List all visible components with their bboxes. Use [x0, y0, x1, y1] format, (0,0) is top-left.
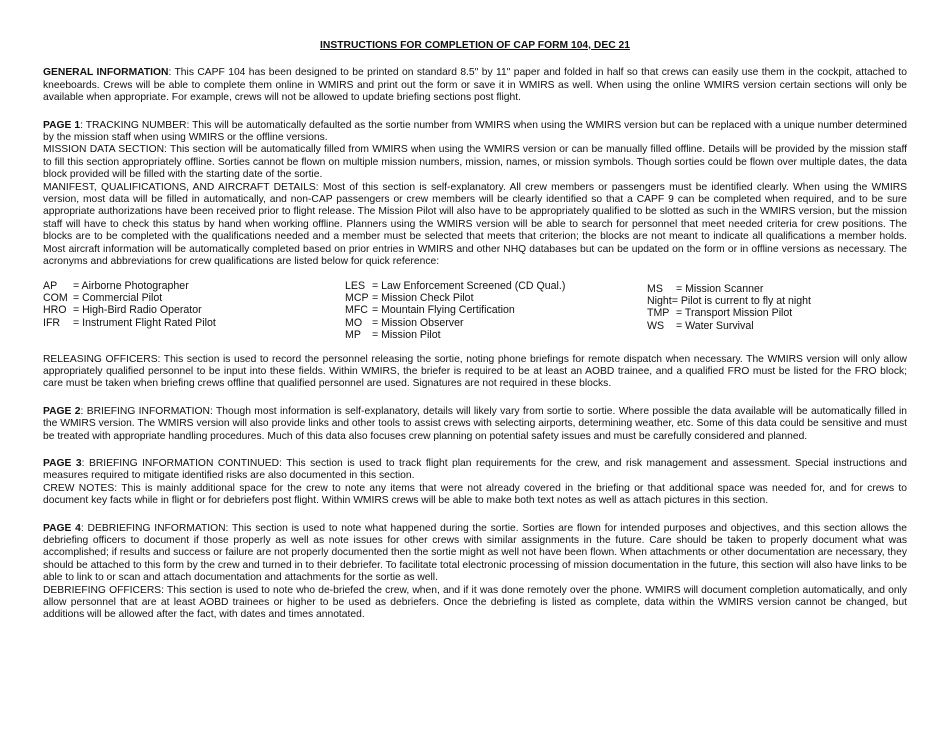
document-page — [43, 40, 907, 622]
acronym-abbr: WS — [647, 319, 665, 332]
manifest-paragraph: MANIFEST, QUALIFICATIONS, AND AIRCRAFT DETAILS: Most of this section is self-explanatory. All crew members or passengers must be identified clearly. When using the WMIRS version, most data will be filled in automatically, and non-CAP passengers or crew members will be clearly identified so that a CAPF 9 can be completed when required, and to be sure appropriate authorizations have been received prior to flight release. The Mission Pilot will also have to be appropriately qualified to be slotted as such in the WMIRS version, but the mission staff will have to check this status by hand when working offline. Planners using the WMIRS version will be able to search for personnel that meet needed criteria for crew positions. The blocks are to be completed with the qualifications needed and a member must be selected that meets that criterion; the blocks are not meant to indicate all qualifications a member holds. Most aircraft information will be automatically completed based on prior entries in WMIRS and other NHQ databases but can be updated on the form or in offline versions as necessary. The acronyms and abbreviations for crew qualifications are listed below for quick reference: — [43, 181, 907, 268]
page4-label: PAGE 4 — [43, 522, 81, 534]
acronym-abbr: AP — [43, 279, 58, 292]
general-information-paragraph — [43, 67, 907, 104]
acronym-abbr: IFR — [43, 316, 61, 329]
acronym-abbr: LES — [345, 279, 366, 292]
acronym-item — [43, 280, 345, 292]
acronym-desc: = Mission Check Pilot — [371, 291, 474, 304]
page2-text: : BRIEFING INFORMATION: Though most information is self-explanatory, details will likely vary from sortie to sortie. Where possible the data available will be automatically filled in the WMIRS version. The WMIRS version will also provide links and other tools to assist crews with selecting airports, determining weather, etc. Some of this data could be sensitive and must be treated with appropriate handling procedures. Much of this data also focuses crew planning on potential safety issues and must be carefully considered and planned. — [43, 405, 907, 442]
acronym-abbr: MS — [647, 282, 663, 295]
document-title: INSTRUCTIONS FOR COMPLETION OF CAP FORM 104, DEC 21 — [320, 40, 630, 51]
acronym-abbr: MO — [345, 316, 363, 329]
page3-label: PAGE 3 — [43, 457, 82, 469]
crew-notes-paragraph: CREW NOTES: This is mainly additional space for the crew to note any items that were not already covered in the briefing or that additional space was needed for, and for crews to document key facts while in flight or for debriefers post flight. Within WMIRS crews will be able to make both text notes as well as attach pictures in this section. — [43, 482, 907, 507]
acronym-item — [647, 320, 907, 332]
acronym-item — [345, 329, 647, 341]
acronym-desc: = Law Enforcement Screened (CD Qual.) — [371, 279, 566, 292]
acronym-abbr: COM — [43, 291, 68, 304]
acronym-abbr: HRO — [43, 304, 67, 317]
acronym-item — [345, 292, 647, 304]
page1-tracking-paragraph — [43, 120, 907, 145]
page4-paragraph — [43, 523, 907, 585]
general-information-label: GENERAL INFORMATION — [43, 67, 169, 79]
acronym-item — [345, 304, 647, 316]
acronym-abbr: Night — [647, 294, 672, 307]
acronym-desc: = Mission Observer — [371, 316, 464, 329]
general-information-text: : This CAPF 104 has been designed to be printed on standard 8.5" by 11" paper and folded in half so that crews can easily use them in the cockpit, attached to kneeboards. Crews will be able to complete them online in WMIRS and print out the form or save it in WMIRS as well. When using the online WMIRS version certain sections will only be available when appropriate. For example, crews will not be allowed to update briefing sections post flight. — [43, 67, 907, 104]
acronym-abbr: TMP — [647, 307, 670, 320]
page3-paragraph — [43, 458, 907, 483]
acronym-column-3 — [647, 280, 907, 342]
acronym-desc: = Instrument Flight Rated Pilot — [73, 316, 216, 329]
acronym-item — [345, 317, 647, 329]
acronym-item — [345, 280, 647, 292]
page2-label: PAGE 2 — [43, 405, 81, 417]
acronym-list — [43, 280, 907, 342]
acronym-item — [43, 292, 345, 304]
releasing-officers-paragraph: RELEASING OFFICERS: This section is used to record the personnel releasing the sortie, noting phone briefings for remote dispatch when necessary. The WMIRS version will only allow appropriately qualified personnel to be input into these fields. Within WMIRS, the briefer is required to be at least an AOBD trainee, and a qualified FRO must be listed for the FRO block; care must be taken when briefing crews offline that qualified personnel are used. Signatures are not required in these blocks. — [43, 353, 907, 390]
acronym-item — [647, 295, 907, 307]
acronym-desc: = Water Survival — [675, 319, 754, 332]
acronym-abbr: MCP — [345, 291, 369, 304]
page4-text: : DEBRIEFING INFORMATION: This section is used to note what happened during the sortie. Sorties are flown for intended purposes and objectives, and this section allows the debriefing officers to document if those properly as well as note issues for other crews with similar assignments in the future. Care should be taken to properly document what was accomplished; if results and success or failure are not properly documented then the sortie might as well not have been flown. When attachments or other documentation are necessary, they should be attached to this form by the crew and turned in to their debriefer. To facilitate total electronic processing of mission documentation in the future, this section will also have links to be able to link to or scan and attach documentation and attachments for the sortie as well. — [43, 522, 907, 584]
acronym-item — [43, 304, 345, 316]
acronym-item — [647, 283, 907, 295]
acronym-abbr: MP — [345, 329, 361, 342]
acronym-desc: = Transport Mission Pilot — [675, 307, 793, 320]
acronym-desc: = Pilot is current to fly at night — [671, 294, 811, 307]
acronym-desc: = Commercial Pilot — [73, 291, 163, 304]
page3-text: : BRIEFING INFORMATION CONTINUED: This section is used to track flight plan requirements for the crew, and risk management and assessment. Special instructions and measures required to mitigate identified risks are also documented in this section. — [43, 457, 907, 482]
acronym-desc: = Mission Scanner — [675, 282, 764, 295]
mission-data-paragraph: MISSION DATA SECTION: This section will be automatically filled from WMIRS when using the WMIRS version or can be manually filled offline. Details will be provided by the mission staff to fill this section appropriately offline. Sorties cannot be flown on multiple mission numbers, mission, names, or mission symbols. Though sorties could be flown over multiple dates, the data block provided will be filled with the starting date of the sortie. — [43, 144, 907, 181]
acronym-column-1 — [43, 280, 345, 342]
acronym-item — [647, 307, 907, 319]
acronym-desc: = Mountain Flying Certification — [371, 304, 515, 317]
page2-paragraph — [43, 406, 907, 443]
acronym-desc: = Airborne Photographer — [73, 279, 189, 292]
debriefing-officers-paragraph: DEBRIEFING OFFICERS: This section is used to note who de-briefed the crew, when, and if it was done remotely over the phone. WMIRS will document completion automatically, and only allow personnel that are at least AOBD trainees or higher to be used as debriefers. Once the debriefing is listed as complete, data within the WMIRS version cannot be changed, but additions will be allowed after the fact, with dates and times annotated. — [43, 584, 907, 621]
acronym-column-2 — [345, 280, 647, 342]
page1-label: PAGE 1 — [43, 119, 81, 131]
acronym-item — [43, 317, 345, 329]
acronym-abbr: MFC — [345, 304, 368, 317]
acronym-desc: = Mission Pilot — [371, 329, 441, 342]
page1-tracking-text: : TRACKING NUMBER: This will be automatically defaulted as the sortie number from WMIRS when using the WMIRS version but can be replaced with a unique number determined by the mission staff when using WMIRS or the offline versions. — [43, 119, 907, 144]
acronym-desc: = High-Bird Radio Operator — [73, 304, 202, 317]
